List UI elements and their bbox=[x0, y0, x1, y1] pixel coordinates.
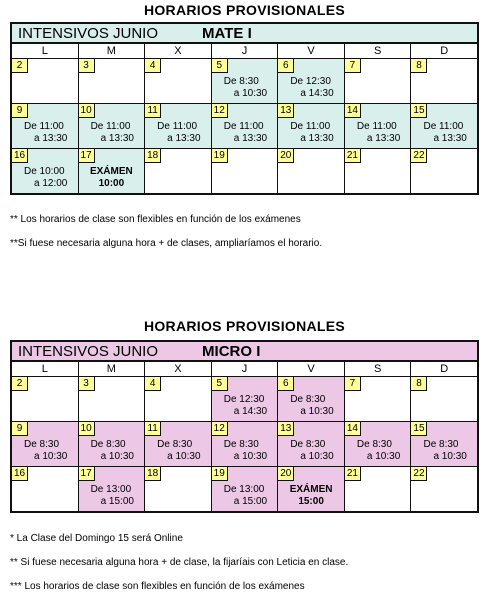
time-end: a 10:30 bbox=[433, 451, 467, 462]
day-number: 3 bbox=[79, 377, 95, 391]
day-number: 3 bbox=[79, 59, 95, 73]
weekday-x: X bbox=[145, 44, 212, 58]
time-start: De 11:00 bbox=[90, 121, 131, 132]
class-time-slot bbox=[212, 391, 278, 421]
subject-name: MICRO I bbox=[202, 343, 261, 360]
calendar-day-cell bbox=[212, 422, 279, 466]
time-end: a 10:30 bbox=[300, 406, 334, 417]
weekday-s: S bbox=[345, 362, 412, 376]
weekday-v: V bbox=[278, 362, 345, 376]
day-number: 2 bbox=[12, 377, 28, 391]
calendar-day-cell bbox=[345, 422, 412, 466]
calendar-day-cell bbox=[145, 422, 212, 466]
day-number: 20 bbox=[278, 467, 294, 481]
calendar-day-cell bbox=[212, 467, 279, 511]
class-time-slot bbox=[79, 481, 145, 511]
class-time-slot bbox=[145, 118, 211, 148]
day-number: 4 bbox=[145, 377, 161, 391]
time-start: De 8:30 bbox=[223, 439, 259, 450]
day-number: 21 bbox=[345, 467, 361, 481]
class-time-slot bbox=[411, 118, 477, 148]
weekday-v: V bbox=[278, 44, 345, 58]
time-end: a 13:30 bbox=[167, 133, 201, 144]
time-start: De 11:00 bbox=[423, 121, 464, 132]
calendar-day-cell bbox=[345, 59, 412, 103]
week-row bbox=[12, 467, 477, 511]
week-row bbox=[12, 149, 477, 193]
calendar-day-cell bbox=[278, 149, 345, 193]
weekday-l: L bbox=[12, 362, 79, 376]
time-end: a 13:30 bbox=[300, 133, 334, 144]
calendar-day-cell bbox=[12, 104, 79, 148]
day-number: 12 bbox=[212, 422, 228, 436]
page-title-micro: HORARIOS PROVISIONALES bbox=[143, 318, 346, 334]
time-end: a 10:30 bbox=[300, 451, 334, 462]
time-end: a 10:30 bbox=[366, 451, 401, 462]
calendar-day-cell bbox=[411, 104, 477, 148]
calendar-day-cell bbox=[345, 467, 412, 511]
day-number: 17 bbox=[79, 149, 95, 163]
day-number: 10 bbox=[79, 104, 95, 118]
time-end: a 10:30 bbox=[167, 451, 201, 462]
weekday-d: D bbox=[440, 363, 449, 375]
time-start: De 8:30 bbox=[157, 439, 193, 450]
calendar-day-cell bbox=[345, 104, 412, 148]
class-time-slot bbox=[345, 436, 411, 466]
day-number: 6 bbox=[278, 59, 294, 73]
calendar-day-cell bbox=[212, 104, 279, 148]
calendar-day-cell bbox=[212, 377, 279, 421]
calendar-day-cell bbox=[79, 422, 146, 466]
weekday-l: L bbox=[12, 44, 79, 58]
weekday-x: X bbox=[145, 362, 212, 376]
day-number: 10 bbox=[79, 422, 95, 436]
note-line: **Si fuese necesaria alguna hora + de clases, ampliaríamos el horario. bbox=[10, 238, 323, 249]
calendar-day-cell bbox=[411, 422, 477, 466]
day-number: 12 bbox=[212, 104, 228, 118]
calendar-day-cell bbox=[12, 377, 79, 421]
time-end: a 10:30 bbox=[100, 451, 134, 462]
day-number: 13 bbox=[278, 104, 294, 118]
time-start: EXÁMEN bbox=[89, 166, 133, 177]
week-rows bbox=[12, 59, 477, 193]
calendar-day-cell bbox=[411, 149, 477, 193]
class-time-slot bbox=[212, 73, 278, 103]
day-number: 5 bbox=[212, 59, 228, 73]
calendar-day-cell bbox=[145, 467, 212, 511]
page-title-mate: HORARIOS PROVISIONALES bbox=[143, 2, 346, 18]
class-time-slot bbox=[278, 118, 344, 148]
time-start: De 10:00 bbox=[24, 166, 65, 177]
day-number: 14 bbox=[345, 422, 361, 436]
week-rows bbox=[12, 377, 477, 511]
week-row bbox=[12, 59, 477, 104]
calendar-day-cell bbox=[278, 59, 345, 103]
calendar-day-cell bbox=[12, 422, 79, 466]
day-number: 4 bbox=[145, 59, 161, 73]
calendar-day-cell bbox=[12, 467, 79, 511]
note-line: ** Si fuese necesaria alguna hora + de clase, la fijaríais con Leticia en clase. bbox=[10, 557, 349, 568]
calendar-day-cell bbox=[278, 377, 345, 421]
calendar-day-cell bbox=[411, 377, 477, 421]
calendar-day-cell bbox=[12, 59, 79, 103]
time-start: De 13:00 bbox=[223, 484, 265, 495]
time-end: a 10:30 bbox=[233, 451, 268, 462]
schedule-header bbox=[12, 342, 477, 362]
schedule-header bbox=[12, 24, 477, 44]
week-row bbox=[12, 377, 477, 422]
time-start: De 12:30 bbox=[290, 76, 331, 87]
week-row bbox=[12, 422, 477, 467]
time-end: a 10:30 bbox=[34, 451, 68, 462]
time-end: a 15:00 bbox=[100, 496, 134, 507]
calendar-day-cell bbox=[345, 149, 412, 193]
day-number: 18 bbox=[145, 467, 161, 481]
time-end: a 13:30 bbox=[233, 133, 268, 144]
calendar-day-cell bbox=[79, 149, 146, 193]
class-time-slot bbox=[212, 118, 278, 148]
time-end: a 14:30 bbox=[300, 88, 334, 99]
day-number: 22 bbox=[411, 467, 427, 481]
time-start: De 8:30 bbox=[290, 439, 326, 450]
time-end: a 13:30 bbox=[100, 133, 134, 144]
time-end: a 10:30 bbox=[233, 88, 268, 99]
day-number: 8 bbox=[411, 377, 427, 391]
weekday-header-row bbox=[12, 44, 477, 59]
calendar-day-cell bbox=[278, 467, 345, 511]
weekday-m: M bbox=[79, 362, 146, 376]
calendar-day-cell bbox=[145, 59, 212, 103]
day-number: 16 bbox=[12, 467, 28, 481]
weekday-d: D bbox=[440, 45, 449, 57]
time-end: a 15:00 bbox=[233, 496, 268, 507]
day-number: 11 bbox=[145, 104, 161, 118]
calendar-day-cell bbox=[411, 59, 477, 103]
subject-name: MATE I bbox=[202, 25, 252, 42]
calendar-day-cell bbox=[145, 104, 212, 148]
schedule-header-label: INTENSIVOS JUNIO bbox=[18, 343, 159, 360]
day-number: 15 bbox=[411, 422, 427, 436]
calendar-day-cell bbox=[278, 104, 345, 148]
week-row bbox=[12, 104, 477, 149]
time-start: De 11:00 bbox=[290, 121, 331, 132]
calendar-day-cell bbox=[79, 467, 146, 511]
time-end: a 13:30 bbox=[34, 133, 68, 144]
note-line: * La Clase del Domingo 15 será Online bbox=[10, 533, 183, 544]
class-time-slot bbox=[12, 436, 78, 466]
class-time-slot bbox=[145, 436, 211, 466]
calendar-day-cell bbox=[12, 149, 79, 193]
class-time-slot bbox=[278, 73, 344, 103]
weekday-j: J bbox=[212, 362, 279, 376]
time-end: a 14:30 bbox=[233, 406, 268, 417]
day-number: 22 bbox=[411, 149, 427, 163]
day-number: 2 bbox=[12, 59, 28, 73]
day-number: 17 bbox=[79, 467, 95, 481]
weekday-m: M bbox=[79, 44, 146, 58]
class-time-slot bbox=[79, 436, 145, 466]
day-number: 7 bbox=[345, 59, 361, 73]
calendar-day-cell bbox=[145, 149, 212, 193]
calendar-day-cell bbox=[345, 377, 412, 421]
time-end: a 12:00 bbox=[34, 178, 68, 189]
time-end: a 13:30 bbox=[433, 133, 467, 144]
class-time-slot bbox=[345, 118, 411, 148]
day-number: 21 bbox=[345, 149, 361, 163]
day-number: 9 bbox=[12, 104, 28, 118]
class-time-slot bbox=[411, 436, 477, 466]
class-time-slot bbox=[12, 163, 78, 193]
calendar-day-cell bbox=[278, 422, 345, 466]
class-time-slot bbox=[212, 481, 278, 511]
day-number: 19 bbox=[212, 149, 228, 163]
time-start: EXÁMEN bbox=[289, 484, 333, 495]
time-start: De 8:30 bbox=[356, 439, 392, 450]
calendar-day-cell bbox=[79, 377, 146, 421]
day-number: 11 bbox=[145, 422, 161, 436]
calendar-day-cell bbox=[212, 59, 279, 103]
exam-slot bbox=[79, 163, 145, 193]
time-start: De 13:00 bbox=[90, 484, 132, 495]
time-start: De 11:00 bbox=[157, 121, 197, 132]
calendar-day-cell bbox=[411, 467, 477, 511]
time-start: De 11:00 bbox=[24, 121, 64, 132]
time-start: De 8:30 bbox=[24, 439, 60, 450]
day-number: 18 bbox=[145, 149, 161, 163]
time-end: 15:00 bbox=[298, 496, 324, 507]
time-start: De 8:30 bbox=[223, 76, 259, 87]
day-number: 15 bbox=[411, 104, 427, 118]
day-number: 13 bbox=[278, 422, 294, 436]
day-number: 8 bbox=[411, 59, 427, 73]
class-time-slot bbox=[12, 118, 78, 148]
calendar-day-cell bbox=[212, 149, 279, 193]
schedule-header-label: INTENSIVOS JUNIO bbox=[18, 25, 159, 42]
weekday-j: J bbox=[212, 44, 279, 58]
day-number: 9 bbox=[12, 422, 28, 436]
weekday-s: S bbox=[345, 44, 412, 58]
time-start: De 12:30 bbox=[223, 394, 265, 405]
day-number: 7 bbox=[345, 377, 361, 391]
class-time-slot bbox=[278, 391, 344, 421]
time-end: 10:00 bbox=[98, 178, 125, 189]
exam-slot bbox=[278, 481, 344, 511]
time-start: De 8:30 bbox=[423, 439, 459, 450]
time-start: De 11:00 bbox=[356, 121, 397, 132]
weekday-header-row bbox=[12, 362, 477, 377]
day-number: 20 bbox=[278, 149, 294, 163]
time-start: De 8:30 bbox=[290, 394, 326, 405]
class-time-slot bbox=[212, 436, 278, 466]
time-start: De 11:00 bbox=[223, 121, 264, 132]
class-time-slot bbox=[79, 118, 145, 148]
time-end: a 13:30 bbox=[366, 133, 401, 144]
day-number: 6 bbox=[278, 377, 294, 391]
calendar-day-cell bbox=[79, 104, 146, 148]
note-line: *** Los horarios de clase son flexibles en función de los exámenes bbox=[10, 581, 305, 592]
day-number: 5 bbox=[212, 377, 228, 391]
schedule-mate bbox=[10, 22, 479, 195]
calendar-day-cell bbox=[79, 59, 146, 103]
class-time-slot bbox=[278, 436, 344, 466]
day-number: 19 bbox=[212, 467, 228, 481]
time-start: De 8:30 bbox=[90, 439, 126, 450]
schedule-micro bbox=[10, 340, 479, 513]
note-line: ** Los horarios de clase son flexibles en función de los exámenes bbox=[10, 214, 301, 225]
day-number: 16 bbox=[12, 149, 28, 163]
calendar-day-cell bbox=[145, 377, 212, 421]
day-number: 14 bbox=[345, 104, 361, 118]
